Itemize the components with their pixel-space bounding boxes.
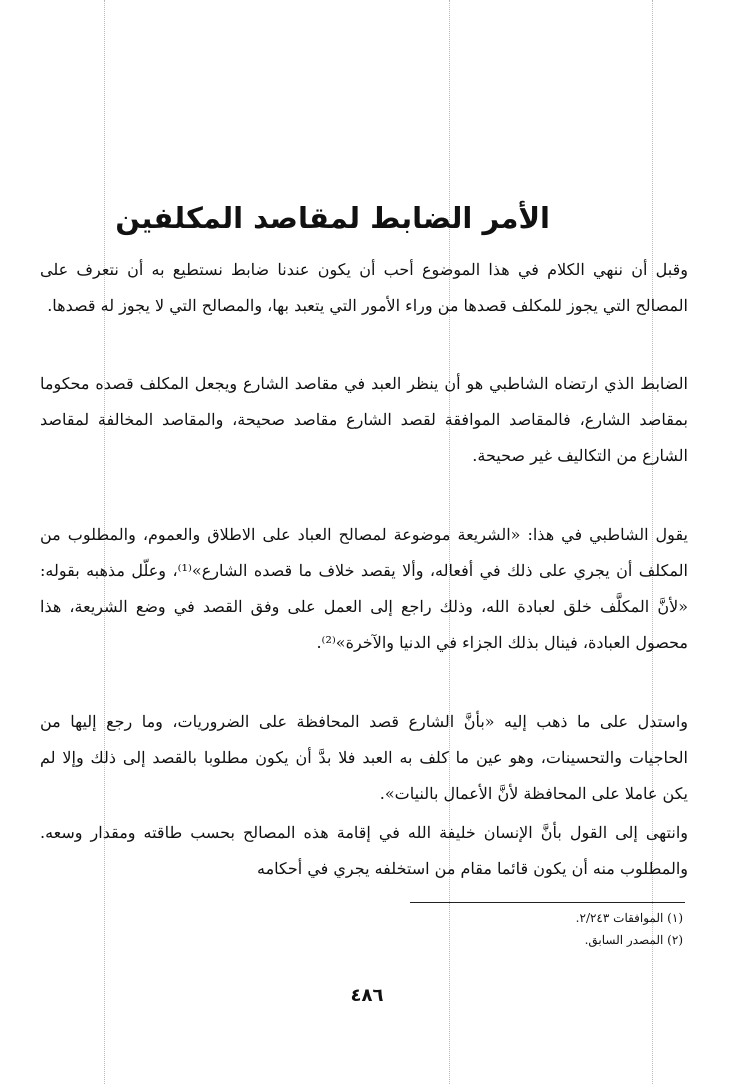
- paragraph-introduction: وقبل أن ننهي الكلام في هذا الموضوع أحب أن يكون عندنا ضابط نستطيع به أن نتعرف على المصالح التي يجوز للمكلف قصدها من وراء الأمور التي يتعبد بها، والمصالح التي لا يجوز له قصدها.: [40, 260, 688, 315]
- footnote-1: (١) الموافقات ٢/٢٤٣.: [575, 911, 683, 925]
- paragraph-shatibi-quote: يقول الشاطبي في هذا: «الشريعة موضوعة لمصالح العباد على الاطلاق والعموم، والمطلوب من المكلف أن يجري على ذلك في أفعاله، وألا يقصد خلاف ما قصده الشارع»⁽¹⁾، وعلّل مذهبه بقوله: «لأنَّ المكلَّف خلق لعبادة الله، وذلك راجع إلى العمل على وفق القصد في وضع الشريعة، هذا محصول العبادة، فينال بذلك الجزاء في الدنيا والآخرة»⁽²⁾.: [40, 525, 689, 652]
- footnote-2: (٢) المصدر السابق.: [584, 933, 683, 947]
- paragraph-argument: واستدل على ما ذهب إليه «بأنَّ الشارع قصد المحافظة على الضروريات، وما رجع إليها من الحاجيات والتحسينات، وهو عين ما كلف به العبد فلا بدَّ أن يكون مطلوبا بالقصد إلى ذلك وإلا لم يكن عاملا على المحافظة لأنَّ الأعمال بالنيات».: [40, 712, 688, 803]
- paragraph-conclusion: وانتهى إلى القول بأنَّ الإنسان خليفة الله في إقامة هذه المصالح بحسب طاقته ومقدار وسعه. والمطلوب منه أن يكون قائما مقام من استخلفه يجري في أحكامه: [40, 823, 688, 878]
- section-title: الأمر الضابط لمقاصد المكلفين: [115, 201, 550, 236]
- paragraph-shatibi-criterion: الضابط الذي ارتضاه الشاطبي هو أن ينظر العبد في مقاصد الشارع ويجعل المكلف قصده محكوما بمقاصد الشارع، فالمقاصد الموافقة لقصد الشارع مقاصد صحيحة، والمقاصد المخالفة لمقاصد الشارع من التكاليف غير صحيحة.: [40, 374, 688, 465]
- footnote-divider: [410, 902, 685, 903]
- page-number: ٤٨٦: [350, 985, 384, 1006]
